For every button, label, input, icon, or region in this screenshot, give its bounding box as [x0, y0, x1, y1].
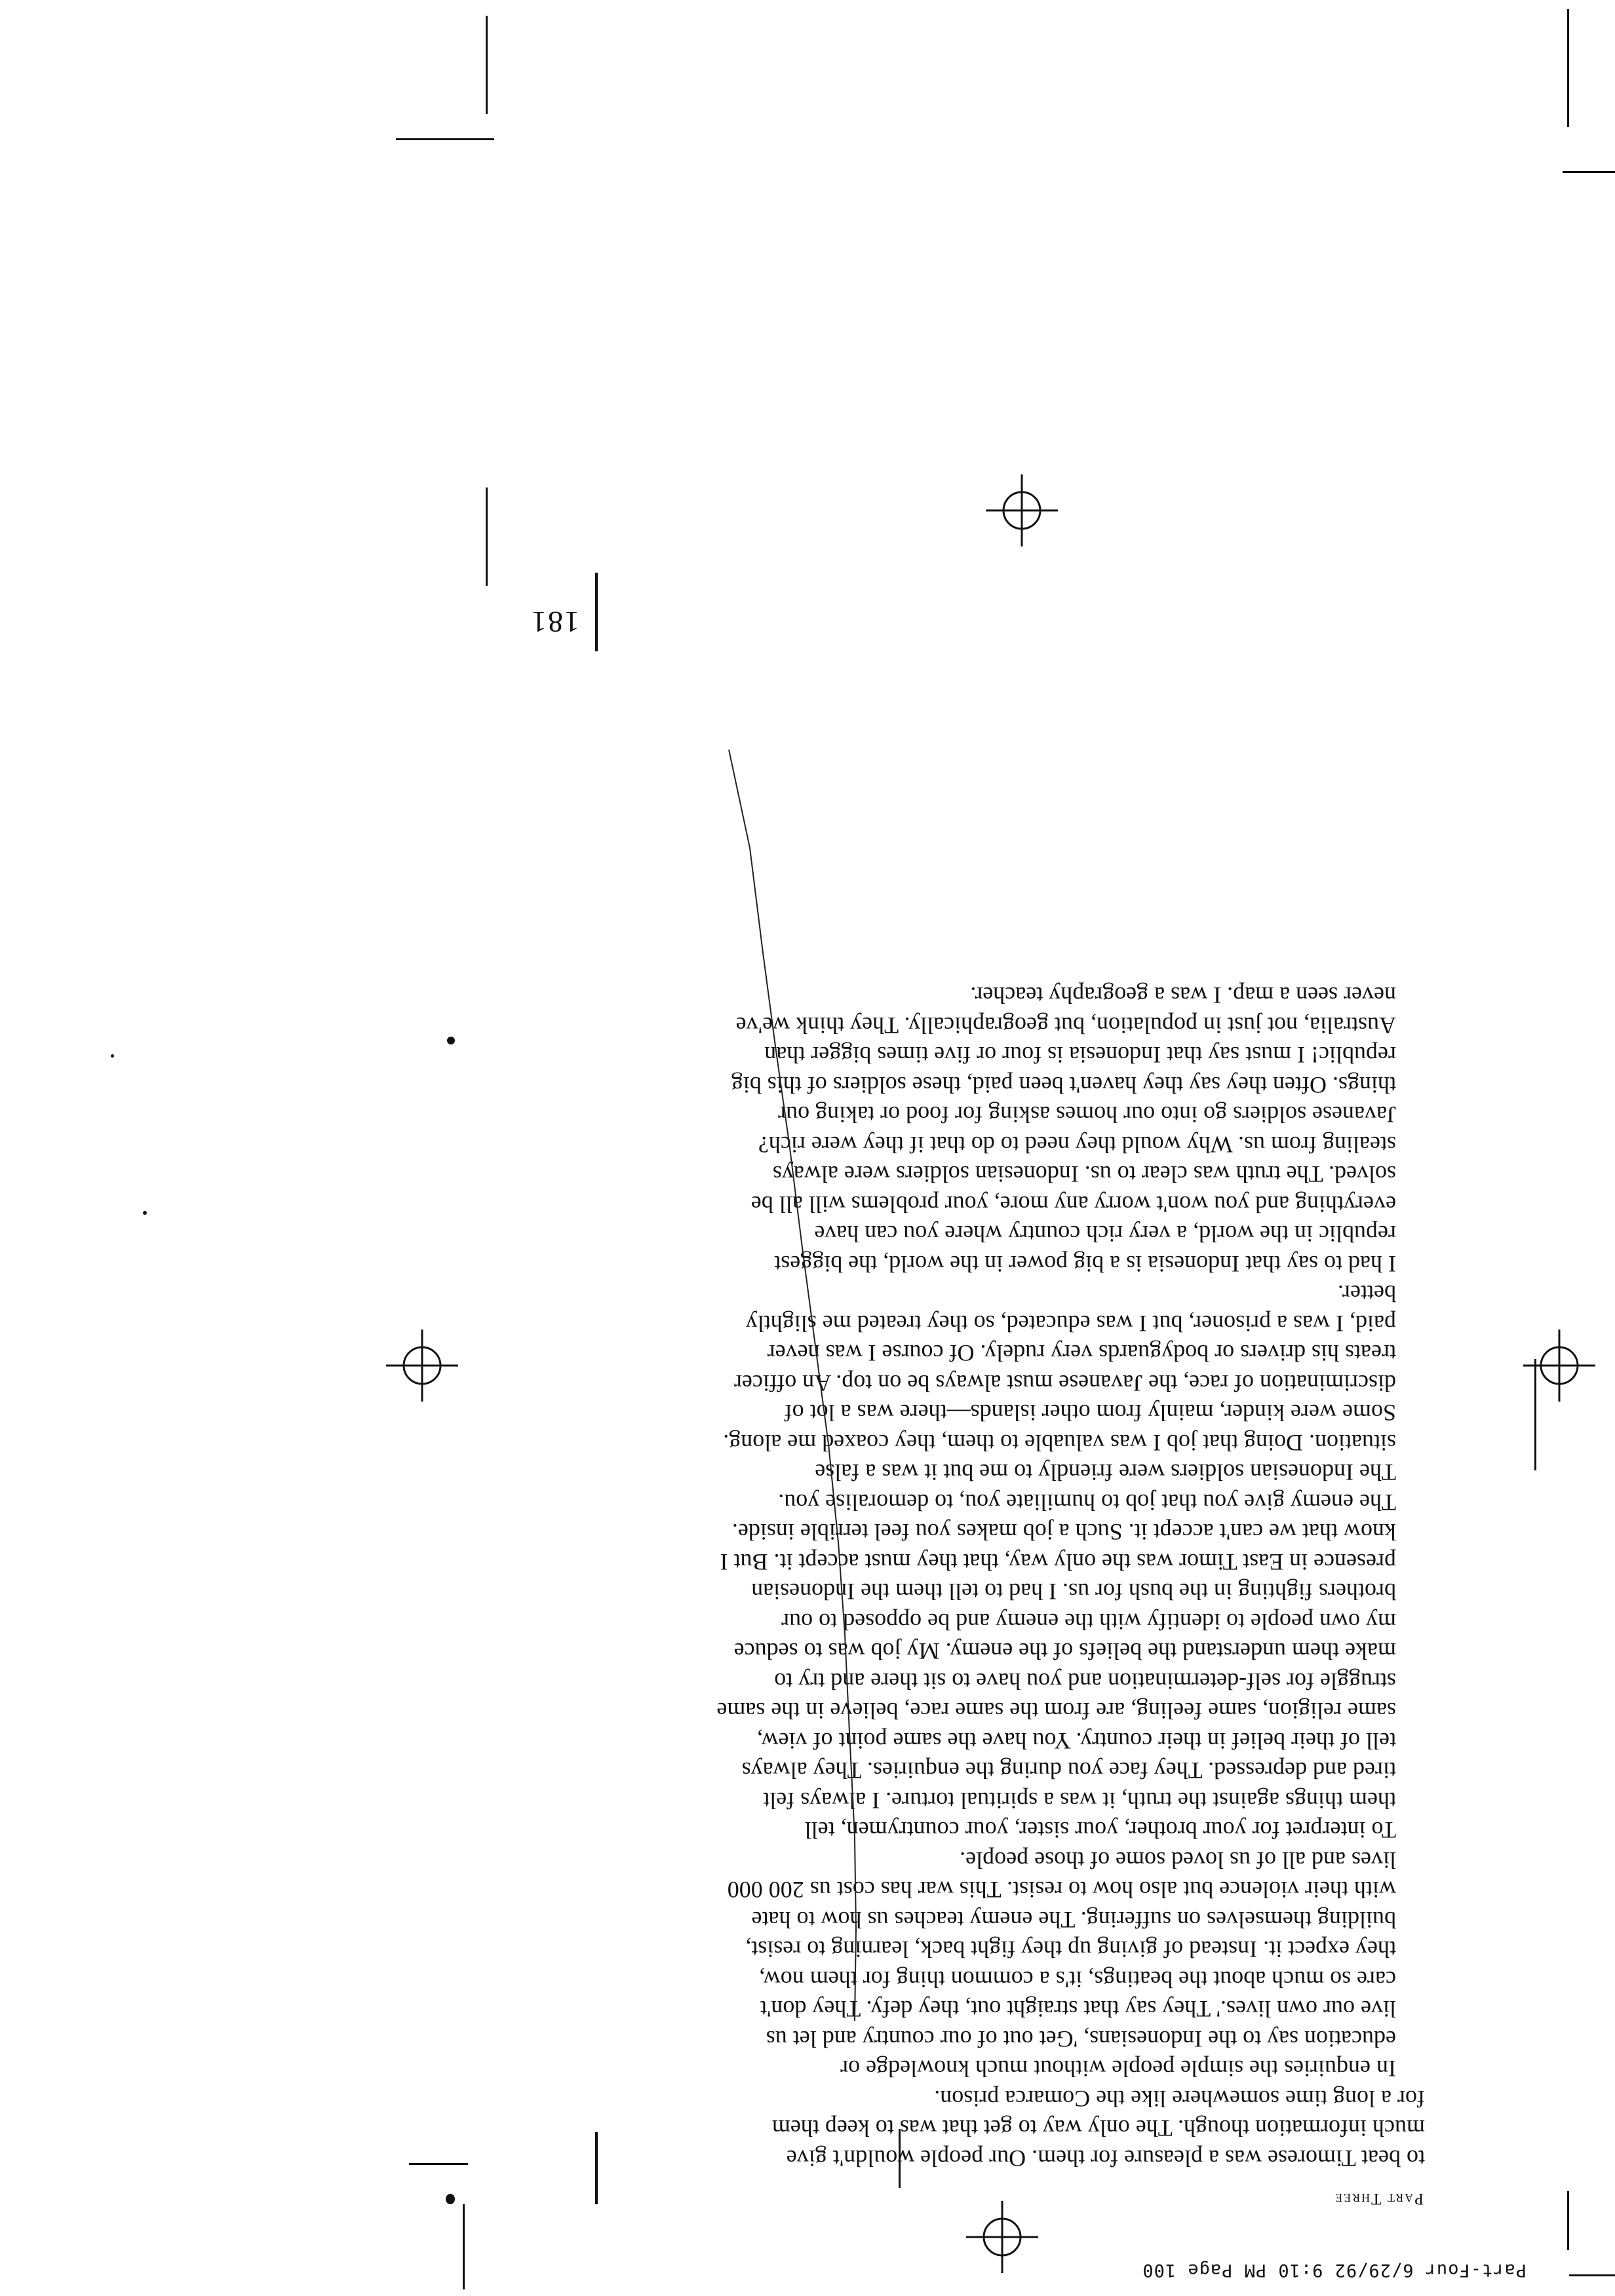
running-head: Part Three [1334, 2190, 1424, 2208]
text-line: them things against the truth, it was a spiritual torture. I always felt [763, 1788, 1396, 1814]
page-number: 181 [530, 605, 579, 639]
text-line: same religion, same feeling, are from the same race, believe in the same [716, 1698, 1396, 1725]
text-line: brothers fighting in the bush for us. I had to tell them the Indonesian [751, 1578, 1396, 1605]
text-line: things. Often they say they haven't been paid, these soldiers of this big [731, 1072, 1396, 1098]
text-line: my own people to identify with the enemy and be opposed to our [781, 1609, 1396, 1635]
text-line: better. [1338, 1280, 1396, 1307]
text-line: they expect it. Instead of giving up they fight back, learning to resist, [745, 1936, 1396, 1963]
text-line: solved. The truth was clear to us. Indonesian soldiers were always [772, 1161, 1396, 1188]
text-line: presence in East Timor was the only way, that they must accept it. But I [720, 1549, 1396, 1575]
text-line: make them understand the beliefs of the enemy. My job was to seduce [733, 1638, 1396, 1665]
text-line: struggle for self-determination and you have to sit there and try to [774, 1668, 1396, 1694]
text-line: Australia, not just in population, but geographically. They think we've [735, 1012, 1396, 1039]
text-line: Javanese soldiers go into our homes asking for food or taking our [778, 1101, 1396, 1128]
text-line: discrimination of race, the Javanese must always be on top. An officer [733, 1370, 1396, 1396]
text-line: stealing from us. Why would they need to do that if they were rich? [758, 1132, 1396, 1158]
text-line: paid, I was a prisoner, but I was educated, so they treated me slightly [745, 1311, 1396, 1337]
text-line: care so much about the beatings, it's a common thing for them now, [759, 1966, 1396, 1993]
text-line: with their violence but also how to resist. This war has cost us 200 000 [727, 1877, 1396, 1904]
text-line: never seen a map. I was a geography teacher. [970, 982, 1396, 1009]
text-line: much information though. The only way to get that was to keep them [771, 2115, 1425, 2142]
text-line: situation. Doing that job I was valuable to them, they coaxed me along. [723, 1430, 1396, 1456]
text-line: know that we can't accept it. Such a job makes you feel terrible inside. [731, 1519, 1396, 1546]
text-line: building themselves on suffering. The enemy teaches us how to hate [751, 1907, 1396, 1933]
text-line: treats his drivers or bodyguards very rudely. Of course I was never [767, 1340, 1396, 1367]
text-line: live our own lives.' They say that straight out, they defy. They don't [760, 1996, 1396, 2023]
text-line: I had to say that Indonesia is a big power in the world, the biggest [774, 1251, 1396, 1277]
printer-slug: Part-Four 6/29/92 9:10 PM Page 100 [1142, 2260, 1527, 2280]
text-line: republic in the world, a very rich country where you can have [814, 1221, 1396, 1248]
text-line: The enemy give you that job to humiliate you, to demoralise you. [778, 1489, 1396, 1516]
text-line: tired and depressed. They face you during the enquiries. They always [741, 1757, 1396, 1784]
text-line: education say to the Indonesians, 'Get out of our country and let us [766, 2026, 1396, 2052]
text-line: In enquiries the simple people without much knowledge or [840, 2056, 1396, 2082]
text-line: Some were kinder, mainly from other islands—there was a lot of [784, 1400, 1396, 1426]
text-line: The Indonesian soldiers were friendly to me but it was a false [815, 1459, 1396, 1486]
text-line: lives and all of us loved some of those people. [960, 1847, 1396, 1873]
text-line: republic! I must say that Indonesia is four or five times bigger than [764, 1042, 1396, 1069]
text-line: To interpret for your brother, your sister, your countrymen, tell [804, 1817, 1396, 1844]
text-line: to beat Timorese was a pleasure for them. Our people wouldn't give [786, 2145, 1425, 2172]
text-line: everything and you won't worry any more, your problems will all be [750, 1191, 1396, 1217]
text-line: tell of their belief in their country. You have the same point of view, [756, 1728, 1396, 1754]
text-line: for a long time somewhere like the Comarca prison. [934, 2086, 1425, 2112]
